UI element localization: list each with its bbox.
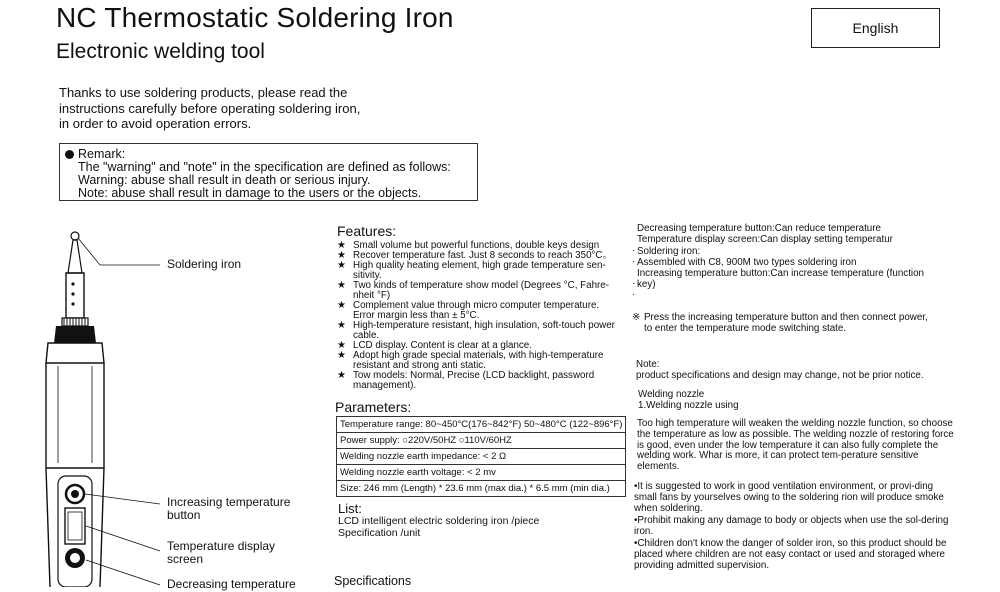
feature-item [337,281,627,301]
parameters-heading: Parameters: [335,399,412,415]
features-heading: Features: [337,223,397,239]
star-icon: ★ [337,260,346,271]
callout-display-screen-2: screen [167,552,204,566]
feature-line: sitivity. [353,270,382,281]
star-icon: ★ [337,280,346,291]
feature-line: Recover temperature fast. Just 8 seconds to reach 350°C。 [353,250,613,261]
buttons-line: Assembled with C8, 900M two types soldering iron [637,257,857,268]
callout-increase-button: Increasing temperature [167,495,291,509]
list-heading: List: [338,501,362,516]
soldering-iron-diagram [0,218,340,587]
feature-line: Tow models: Normal, Precise (LCD backlight, password [353,370,595,381]
star-icon: ★ [337,320,346,331]
star-icon: ★ [337,350,346,361]
feature-line: High-temperature resistant, high insulation, soft-touch power [353,320,615,331]
feature-item [337,321,627,341]
buttons-line: Increasing temperature button:Can increase temperature (function [637,268,924,279]
page-subtitle: Electronic welding tool [56,40,265,63]
intro-text [59,85,489,132]
features-list [337,241,627,391]
buttons-line: Decreasing temperature button:Can reduce temperature [637,223,881,234]
feature-line: LCD display. Content is clear at a glance. [353,340,532,351]
feature-line: nheit °F) [353,290,391,301]
bullet-icon [65,150,74,159]
note-mark-icon: ※ [632,312,641,323]
callout-display-screen: Temperature display [167,539,276,553]
param-cell: Power supply: ○220V/50HZ ○110V/60HZ [337,433,626,449]
feature-line: Error margin less than ± 5°C. [353,310,480,321]
specifications-heading: Specifications [334,574,412,588]
language-button[interactable]: English [811,8,940,48]
param-cell: Welding nozzle earth impedance: < 2 Ω [337,449,626,465]
feature-line: management). [353,380,417,391]
bullet-dot-icon: · [632,256,636,267]
table-row [337,417,626,433]
bullet-dot-icon: · [632,289,636,300]
table-row [337,449,626,465]
callout-increase-button-2: button [167,508,201,522]
feature-item [337,351,627,371]
nozzle-paragraph: Too high temperature will weaken the welding nozzle function, so choose the temperature as low as possible. The welding nozzle of restoring force is good, even under the low temperature it can also fully complete the welding work. Whar is more, it can protect tem-perature sensitive elements. [637,418,954,473]
press-note-line: Press the increasing temperature button and then connect power, [644,312,928,323]
note-label: Note: [636,359,660,370]
table-row [337,481,626,497]
feature-line: Complement value through micro computer temperature. [353,300,600,311]
nozzle-paragraph: •It is suggested to work in good ventilation environment, or provi-ding small fans by yourselves owing to the soldering rion will produce smoke when soldering. [634,481,944,514]
param-cell: Size: 246 mm (Length) * 23.6 mm (max dia.) * 6.5 mm (min dia.) [337,481,626,497]
remark-line: Warning: abuse shall result in death or serious injury. [78,173,371,187]
remark-box [59,143,478,201]
feature-item [337,261,627,281]
note-text: product specifications and design may change, not be prior notice. [636,370,924,381]
feature-line: Two kinds of temperature show model (Degrees °C, Fahre- [353,280,610,291]
param-cell: Temperature range: 80~450°C(176~842°F) 50~480°C (122~896°F) [337,417,626,433]
list-line: LCD intelligent electric soldering iron /piece [338,515,540,527]
intro-line: Thanks to use soldering products, please read the [59,85,348,100]
feature-line: resistant and strong anti static. [353,360,486,371]
callout-soldering-iron: Soldering iron [167,257,242,271]
feature-line: Small volume but powerful functions, double keys design [353,240,600,251]
callout-decrease-button: Decreasing temperature [167,577,296,591]
press-note-line: to enter the temperature mode switching state. [644,323,847,334]
bullet-dot-icon: · [632,245,636,256]
intro-line: instructions carefully before operating soldering iron, [59,100,361,116]
star-icon: ★ [337,370,346,381]
buttons-line: Temperature display screen:Can display setting temperatur [637,234,893,245]
remark-line: The "warning" and "note" in the specification are defined as follows: [78,160,451,174]
feature-line: High quality heating element, high grade temperature sen- [353,260,606,271]
buttons-line: Soldering iron: [637,246,701,257]
buttons-line: key) [637,279,656,290]
feature-line: cable. [353,330,380,341]
page-title: NC Thermostatic Soldering Iron [56,2,454,33]
table-row [337,433,626,449]
bullet-dot-icon: · [632,278,636,289]
nozzle-paragraph: •Children don't know the danger of solder iron, so this product should be placed where children are not easy contact or used and storaged where providing admitted supervision. [634,538,947,571]
star-icon: ★ [337,250,346,261]
remark-line: Note: abuse shall result in damage to the users or the objects. [78,186,422,200]
intro-line: in order to avoid operation errors. [59,116,252,131]
star-icon: ★ [337,300,346,311]
star-icon: ★ [337,240,346,251]
table-row [337,465,626,481]
list-line: Specification /unit [338,526,421,539]
feature-item [337,371,627,391]
remark-label: Remark: [78,147,126,161]
nozzle-paragraph: •Prohibit making any damage to body or objects when use the sol-dering iron. [634,515,949,537]
nozzle-heading: Welding nozzle [638,389,705,400]
star-icon: ★ [337,340,346,351]
feature-item [337,301,627,321]
list-section [338,502,539,539]
param-cell: Welding nozzle earth voltage: < 2 mv [337,465,626,481]
nozzle-subheading: 1.Welding nozzle using [638,400,739,411]
soldering-iron-illustration [0,218,340,587]
parameters-table [336,416,626,497]
feature-line: Adopt high grade special materials, with high-temperature [353,350,604,361]
